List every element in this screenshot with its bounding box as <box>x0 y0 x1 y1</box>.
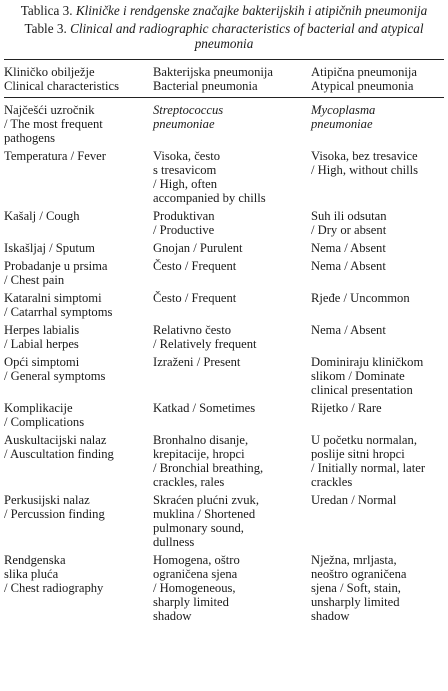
table-caption-english <box>4 21 444 51</box>
cell-line: Suh ili odsutan <box>311 209 387 223</box>
cell-line: pathogens <box>4 131 56 145</box>
caption-label-en: Table 3. <box>24 21 67 36</box>
cell-bacterial <box>153 321 311 353</box>
cell-line: / General symptoms <box>4 369 106 383</box>
cell-bacterial <box>153 491 311 551</box>
cell-atypical <box>311 431 444 491</box>
cell-line: slikom / Dominate <box>311 369 405 383</box>
cell-characteristic <box>4 98 153 148</box>
cell-atypical <box>311 257 444 289</box>
cell-line: Temperatura / Fever <box>4 149 106 163</box>
caption-text-hr: Kliničke i rendgenske značajke bakterijskih i atipičnih pneumonija <box>75 3 428 18</box>
cell-line: / High, without chills <box>311 163 419 177</box>
cell-line: Nema / Absent <box>311 241 386 255</box>
cell-atypical <box>311 98 444 148</box>
cell-line: Mycoplasma <box>311 103 376 117</box>
header-bacterial-pneumonia: Bakterijska pneumonija Bacterial pneumonia <box>153 65 273 93</box>
cell-line: Često / Frequent <box>153 291 237 305</box>
cell-line: / Dry or absent <box>311 223 387 237</box>
cell-line: shadow <box>153 609 192 623</box>
cell-line: / Catarrhal symptoms <box>4 305 113 319</box>
cell-line: Komplikacije <box>4 401 73 415</box>
table-header-row <box>4 60 444 98</box>
cell-line: sjena / Soft, stain, <box>311 581 401 595</box>
table-row <box>4 207 444 239</box>
cell-line: Često / Frequent <box>153 259 237 273</box>
cell-bacterial <box>153 257 311 289</box>
cell-line: Nema / Absent <box>311 259 386 273</box>
cell-bacterial <box>153 289 311 321</box>
cell-line: clinical presentation <box>311 383 413 397</box>
cell-line: Auskultacijski nalaz <box>4 433 107 447</box>
cell-atypical <box>311 147 444 207</box>
cell-characteristic <box>4 353 153 399</box>
table-row <box>4 239 444 257</box>
cell-bacterial <box>153 353 311 399</box>
cell-bacterial <box>153 551 311 625</box>
table-row <box>4 147 444 207</box>
cell-characteristic <box>4 147 153 207</box>
header-clinical-characteristics: Kliničko obilježje Clinical characteristics <box>4 65 120 93</box>
cell-bacterial <box>153 239 311 257</box>
caption-label-hr: Tablica 3. <box>20 3 73 18</box>
cell-line: muklina / Shortened <box>153 507 256 521</box>
table-row <box>4 289 444 321</box>
table-row <box>4 321 444 353</box>
cell-bacterial <box>153 399 311 431</box>
cell-line: Kataralni simptomi <box>4 291 102 305</box>
cell-line: Visoka, bez tresavice <box>311 149 418 163</box>
table-row <box>4 353 444 399</box>
cell-line: pneumoniae <box>311 117 373 131</box>
cell-line: Izraženi / Present <box>153 355 241 369</box>
cell-line: shadow <box>311 609 350 623</box>
cell-line: s tresavicom <box>153 163 217 177</box>
cell-line: pneumoniae <box>153 117 215 131</box>
cell-atypical <box>311 207 444 239</box>
cell-line: unsharply limited <box>311 595 400 609</box>
cell-line: / The most frequent <box>4 117 103 131</box>
cell-line: / Chest radiography <box>4 581 104 595</box>
cell-line: / Auscultation finding <box>4 447 114 461</box>
cell-line: Opći simptomi <box>4 355 80 369</box>
cell-line: Visoka, često <box>153 149 221 163</box>
cell-line: Rijetko / Rare <box>311 401 382 415</box>
cell-line: Rjeđe / Uncommon <box>311 291 410 305</box>
cell-atypical <box>311 239 444 257</box>
cell-atypical <box>311 551 444 625</box>
cell-line: / Complications <box>4 415 85 429</box>
cell-characteristic <box>4 399 153 431</box>
cell-line: / Chest pain <box>4 273 65 287</box>
cell-line: dullness <box>153 535 195 549</box>
cell-characteristic <box>4 551 153 625</box>
table-row <box>4 257 444 289</box>
table-row <box>4 98 444 148</box>
cell-line: / Labial herpes <box>4 337 79 351</box>
table-body <box>4 98 444 626</box>
cell-line: Homogena, oštro <box>153 553 240 567</box>
cell-characteristic <box>4 491 153 551</box>
cell-line: / Relatively frequent <box>153 337 257 351</box>
table-row <box>4 399 444 431</box>
cell-characteristic <box>4 321 153 353</box>
cell-line: crackles, rales <box>153 475 225 489</box>
table-caption-croatian <box>4 3 444 18</box>
cell-line: Bronhalno disanje, <box>153 433 249 447</box>
cell-bacterial <box>153 98 311 148</box>
cell-characteristic <box>4 207 153 239</box>
cell-line: Herpes labialis <box>4 323 80 337</box>
table-row <box>4 491 444 551</box>
cell-line: crackles <box>311 475 353 489</box>
cell-line: Streptococcus <box>153 103 224 117</box>
cell-line: / Initially normal, later <box>311 461 426 475</box>
cell-line: krepitacije, hropci <box>153 447 245 461</box>
cell-atypical <box>311 491 444 551</box>
cell-line: Dominiraju kliničkom <box>311 355 424 369</box>
cell-atypical <box>311 289 444 321</box>
cell-line: / Bronchial breathing, <box>153 461 264 475</box>
cell-bacterial <box>153 147 311 207</box>
cell-line: Perkusijski nalaz <box>4 493 90 507</box>
cell-line: U početku normalan, <box>311 433 417 447</box>
characteristics-table <box>4 60 444 625</box>
cell-bacterial <box>153 431 311 491</box>
cell-line: sharply limited <box>153 595 229 609</box>
cell-line: Iskašljaj / Sputum <box>4 241 95 255</box>
table-row <box>4 551 444 625</box>
table-row <box>4 431 444 491</box>
cell-line: Najčešći uzročnik <box>4 103 95 117</box>
cell-line: pulmonary sound, <box>153 521 244 535</box>
cell-characteristic <box>4 239 153 257</box>
cell-line: Produktivan <box>153 209 215 223</box>
cell-line: neoštro ograničena <box>311 567 407 581</box>
cell-atypical <box>311 399 444 431</box>
cell-characteristic <box>4 289 153 321</box>
cell-line: Skraćen plućni zvuk, <box>153 493 259 507</box>
cell-characteristic <box>4 431 153 491</box>
cell-line: Relativno često <box>153 323 231 337</box>
cell-line: Nježna, mrljasta, <box>311 553 397 567</box>
cell-line: accompanied by chills <box>153 191 266 205</box>
cell-atypical <box>311 321 444 353</box>
cell-line: Rendgenska <box>4 553 66 567</box>
cell-line: / High, often <box>153 177 218 191</box>
cell-line: / Productive <box>153 223 215 237</box>
cell-line: Uredan / Normal <box>311 493 397 507</box>
cell-line: Probadanje u prsima <box>4 259 108 273</box>
cell-bacterial <box>153 207 311 239</box>
cell-line: poslije sitni hropci <box>311 447 405 461</box>
cell-line: / Homogeneous, <box>153 581 236 595</box>
cell-line: Kašalj / Cough <box>4 209 80 223</box>
cell-line: Gnojan / Purulent <box>153 241 243 255</box>
cell-line: / Percussion finding <box>4 507 105 521</box>
cell-line: Katkad / Sometimes <box>153 401 256 415</box>
caption-text-en: Clinical and radiographic characteristics of bacterial and atypical pneumonia <box>70 21 424 51</box>
cell-line: ograničena sjena <box>153 567 238 581</box>
header-atypical-pneumonia: Atipična pneumonija Atypical pneumonia <box>311 65 417 93</box>
cell-characteristic <box>4 257 153 289</box>
cell-line: slika pluća <box>4 567 59 581</box>
cell-atypical <box>311 353 444 399</box>
cell-line: Nema / Absent <box>311 323 386 337</box>
